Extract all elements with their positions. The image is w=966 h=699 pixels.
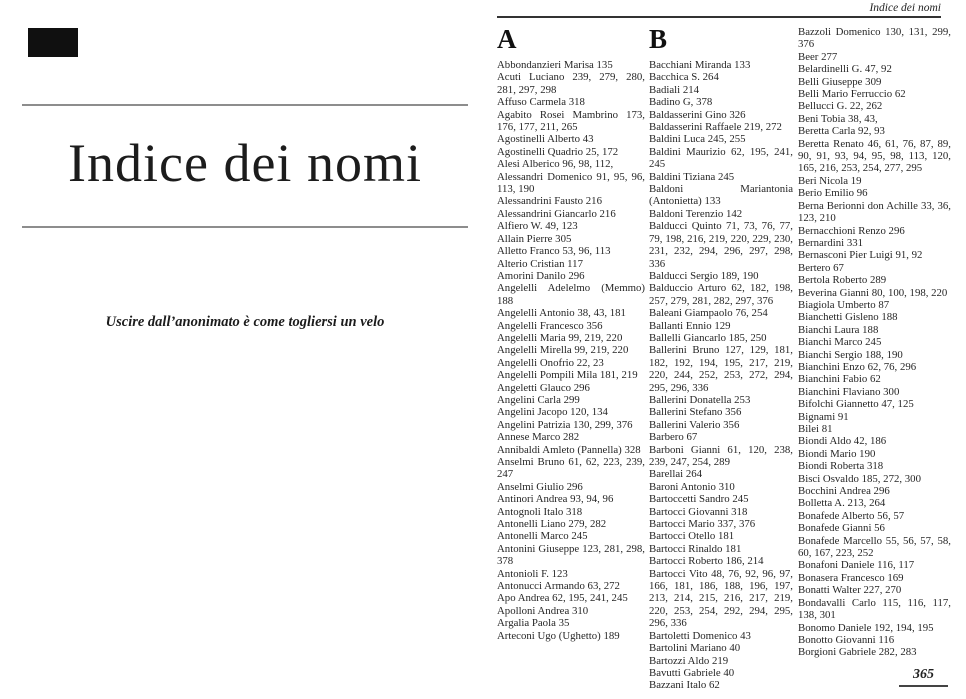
index-entry: Belli Giuseppe 309 [798,75,882,88]
page-number: 365 [899,667,948,687]
index-entry: Beri Nicola 19 [798,174,862,187]
index-entry: Baldoni Mariantonia (Antonietta) 133 [649,183,793,208]
index-entry: Baldini Luca 245, 255 [649,133,746,146]
index-entry: Annibaldi Amleto (Pannella) 328 [497,443,641,456]
index-entry: Anselmi Bruno 61, 62, 223, 239, 247 [497,456,645,481]
index-entry: Bondavalli Carlo 115, 116, 117, 138, 301 [798,596,951,622]
index-entry: Antinori Andrea 93, 94, 96 [497,493,614,506]
index-entry: Bilei 81 [798,423,833,435]
index-entry: Baldini Tiziana 245 [649,170,735,183]
index-entry: Baldasserini Gino 326 [649,108,746,121]
index-entry: Barboni Gianni 61, 120, 238, 239, 247, 254, 289 [649,443,793,468]
index-entry: Bernardini 331 [798,236,864,249]
index-entry: Baldini Maurizio 62, 195, 241, 245 [649,145,793,171]
index-entry: Ballelli Giancarlo 185, 250 [649,331,767,344]
index-entry: Beretta Renato 46, 61, 76, 87, 89, 90, 91, 93, 94, 95, 98, 113, 120, 165, 216, 253, 254, 277, 295 [798,137,951,175]
running-header-rule [497,16,941,18]
section-letter-b: B [649,24,668,54]
index-entry: Antonelli Liano 279, 282 [497,518,607,531]
index-entry: Bazzani Italo 62 [649,679,720,692]
index-entry: Badiali 214 [649,83,700,96]
index-entry: Berio Emilio 96 [798,187,868,200]
index-entry: Ballerini Valerio 356 [649,418,740,431]
index-entry: Ballerini Stefano 356 [649,406,742,419]
index-entry: Beretta Carla 92, 93 [798,125,885,138]
index-entry: Bisci Osvaldo 185, 272, 300 [798,472,921,485]
index-entry: Bertola Roberto 289 [798,274,887,287]
index-entry: Bartoccetti Sandro 245 [649,493,749,506]
index-entry: Bartocci Roberto 186, 214 [649,555,764,568]
index-entry: Antonelli Marco 245 [497,530,588,543]
index-entry: Antognoli Italo 318 [497,505,583,518]
index-entry: Bartozzi Aldo 219 [649,654,729,667]
index-entry: Beni Tobia 38, 43, [798,112,878,125]
index-entry: Apo Andrea 62, 195, 241, 245 [497,592,628,605]
index-entry: Apolloni Andrea 310 [497,604,589,617]
index-entry: Alessandrini Giancarlo 216 [497,207,616,220]
index-entry: Bartolini Mariano 40 [649,642,741,655]
index-entry: Arteconi Ugo (Ughetto) 189 [497,629,620,642]
index-entry: Alesi Alberico 96, 98, 112, [497,158,614,171]
index-entry: Bianchetti Gisleno 188 [798,311,898,324]
index-entry: Bonafede Alberto 56, 57 [798,509,905,522]
index-columns [497,26,951,692]
index-entry: Angelelli Pompili Mila 181, 219 [497,369,638,382]
index-entry: Berna Berionni don Achille 33, 36, 123, 210 [798,199,951,225]
entry-list-a [497,59,645,642]
index-entry: Antonucci Armando 63, 272 [497,580,620,593]
index-entry: Bartocci Vito 48, 76, 92, 96, 97, 166, 181, 186, 188, 196, 197, 213, 214, 215, 216, 217, 219, 220, 253, 254, 292, 294, 295, 296, 336 [649,567,793,630]
index-entry: Baroni Antonio 310 [649,480,735,493]
index-entry: Bianchini Enzo 62, 76, 296 [798,360,917,373]
index-entry: Bonatti Walter 227, 270 [798,584,902,597]
index-entry: Angelini Jacopo 120, 134 [497,406,608,419]
index-entry: Alessandri Domenico 91, 95, 96, 113, 190 [497,170,645,196]
index-entry: Bavutti Gabriele 40 [649,666,735,679]
index-entry: Bifolchi Giannetto 47, 125 [798,398,914,411]
index-entry: Bartocci Rinaldo 181 [649,542,742,555]
index-entry: Angelelli Maria 99, 219, 220 [497,331,623,344]
entry-list-b [649,59,793,692]
index-entry: Alterio Cristian 117 [497,257,583,270]
index-entry: Bartocci Giovanni 318 [649,505,748,518]
index-entry: Ballerini Bruno 127, 129, 181, 182, 192, 194, 195, 217, 219, 220, 244, 252, 253, 272, 294, 295, 296, 336 [649,344,793,394]
index-entry: Baldoni Terenzio 142 [649,207,743,220]
index-entry: Angelini Patrizia 130, 299, 376 [497,418,633,431]
index-entry: Argalia Paola 35 [497,617,570,630]
index-entry: Balducci Quinto 71, 73, 76, 77, 79, 198, 216, 219, 220, 229, 230, 231, 232, 294, 296, 297, 298, 336 [649,220,793,270]
index-entry: Bonomo Daniele 192, 194, 195 [798,621,934,634]
index-entry: Bolletta A. 213, 264 [798,497,886,510]
index-entry: Bernasconi Pier Luigi 91, 92 [798,249,923,262]
index-entry: Amorini Danilo 296 [497,269,585,282]
index-entry: Anselmi Giulio 296 [497,480,583,493]
index-entry: Abbondanzieri Marisa 135 [497,59,613,71]
index-entry: Alletto Franco 53, 96, 113 [497,245,611,258]
index-entry: Belardinelli G. 47, 92 [798,63,892,76]
index-entry: Bazzoli Domenico 130, 131, 299, 376 [798,26,951,51]
index-entry: Angelelli Francesco 356 [497,319,603,332]
index-entry: Bellucci G. 22, 262 [798,100,883,113]
index-entry: Borgioni Gabriele 282, 283 [798,646,917,659]
index-entry: Bocchini Andrea 296 [798,485,890,498]
index-entry: Antonini Giuseppe 123, 281, 298, 378 [497,542,645,568]
index-entry: Bacchiani Miranda 133 [649,59,751,71]
index-entry: Angelelli Onofrio 22, 23 [497,356,604,369]
index-entry: Balduccio Arturo 62, 182, 198, 257, 279, 281, 282, 297, 376 [649,282,793,307]
index-entry: Angelelli Mirella 99, 219, 220 [497,344,629,357]
running-header: Indice dei nomi [869,2,941,14]
index-entry: Bacchica S. 264 [649,71,719,84]
index-entry: Belli Mario Ferruccio 62 [798,88,906,101]
index-entry: Beverina Gianni 80, 100, 198, 220 [798,286,948,299]
index-entry: Bianchini Flaviano 300 [798,385,900,398]
index-entry: Biondi Mario 190 [798,447,876,460]
index-entry: Bianchi Marco 245 [798,336,882,349]
index-entry: Bonotto Giovanni 116 [798,633,895,646]
index-entry: Agostinelli Alberto 43 [497,133,594,146]
index-entry: Baleani Giampaolo 76, 254 [649,307,768,320]
index-entry: Bonafede Gianni 56 [798,522,885,535]
index-entry: Balducci Sergio 189, 190 [649,269,759,282]
index-entry: Bonafede Marcello 55, 56, 57, 58, 60, 167, 223, 252 [798,534,951,560]
title-rule-bottom [22,226,468,228]
index-entry: Beer 277 [798,50,838,63]
index-entry: Alfiero W. 49, 123 [497,220,578,233]
index-entry: Baldasserini Raffaele 219, 272 [649,121,782,134]
index-entry: Biondi Roberta 318 [798,460,884,473]
index-entry: Bignami 91 [798,410,849,423]
index-entry: Bianchi Sergio 188, 190 [798,348,903,361]
entry-list-b-continued [798,26,951,659]
index-entry: Affuso Carmela 318 [497,96,585,109]
index-entry: Barellai 264 [649,468,703,481]
index-entry: Antonioli F. 123 [497,567,568,580]
chapter-tab-mark [28,28,78,57]
index-entry: Ballanti Ennio 129 [649,319,731,332]
index-entry: Annese Marco 282 [497,431,580,444]
chapter-title: Indice dei nomi [68,133,422,193]
index-entry: Angeletti Glauco 296 [497,381,590,394]
index-entry: Bonasera Francesco 169 [798,571,904,584]
index-column-2 [649,26,793,692]
index-entry: Allain Pierre 305 [497,232,572,245]
index-entry: Angelini Carla 299 [497,393,580,406]
index-entry: Bernacchioni Renzo 296 [798,224,905,237]
index-entry: Bartocci Mario 337, 376 [649,518,756,531]
index-entry: Bianchini Fabio 62 [798,373,881,386]
index-entry: Acuti Luciano 239, 279, 280, 281, 297, 298 [497,71,645,96]
index-column-1 [497,26,645,692]
index-entry: Ballerini Donatella 253 [649,393,751,406]
index-entry: Agostinelli Quadrio 25, 172 [497,145,619,158]
index-entry: Bianchi Laura 188 [798,323,879,336]
index-entry: Agabito Rosei Mambrino 173, 176, 177, 211, 265 [497,108,645,134]
index-entry: Bartoletti Domenico 43 [649,629,751,642]
index-entry: Biagiola Umberto 87 [798,298,890,311]
index-entry: Angelelli Adelelmo (Memmo) 188 [497,282,645,307]
section-letter-a: A [497,24,517,54]
epigraph: Uscire dall’anonimato è come togliersi un velo [105,314,385,330]
index-entry: Bonafoni Daniele 116, 117 [798,559,915,572]
index-entry: Barbero 67 [649,431,698,444]
index-entry: Bertero 67 [798,261,844,274]
index-entry: Bartocci Otello 181 [649,530,735,543]
index-entry: Biondi Aldo 42, 186 [798,435,887,448]
index-column-3 [798,26,951,692]
title-rule-top [22,104,468,106]
index-entry: Alessandrini Fausto 216 [497,195,602,208]
index-entry: Angelelli Antonio 38, 43, 181 [497,307,626,320]
index-entry: Badino G, 378 [649,96,713,109]
